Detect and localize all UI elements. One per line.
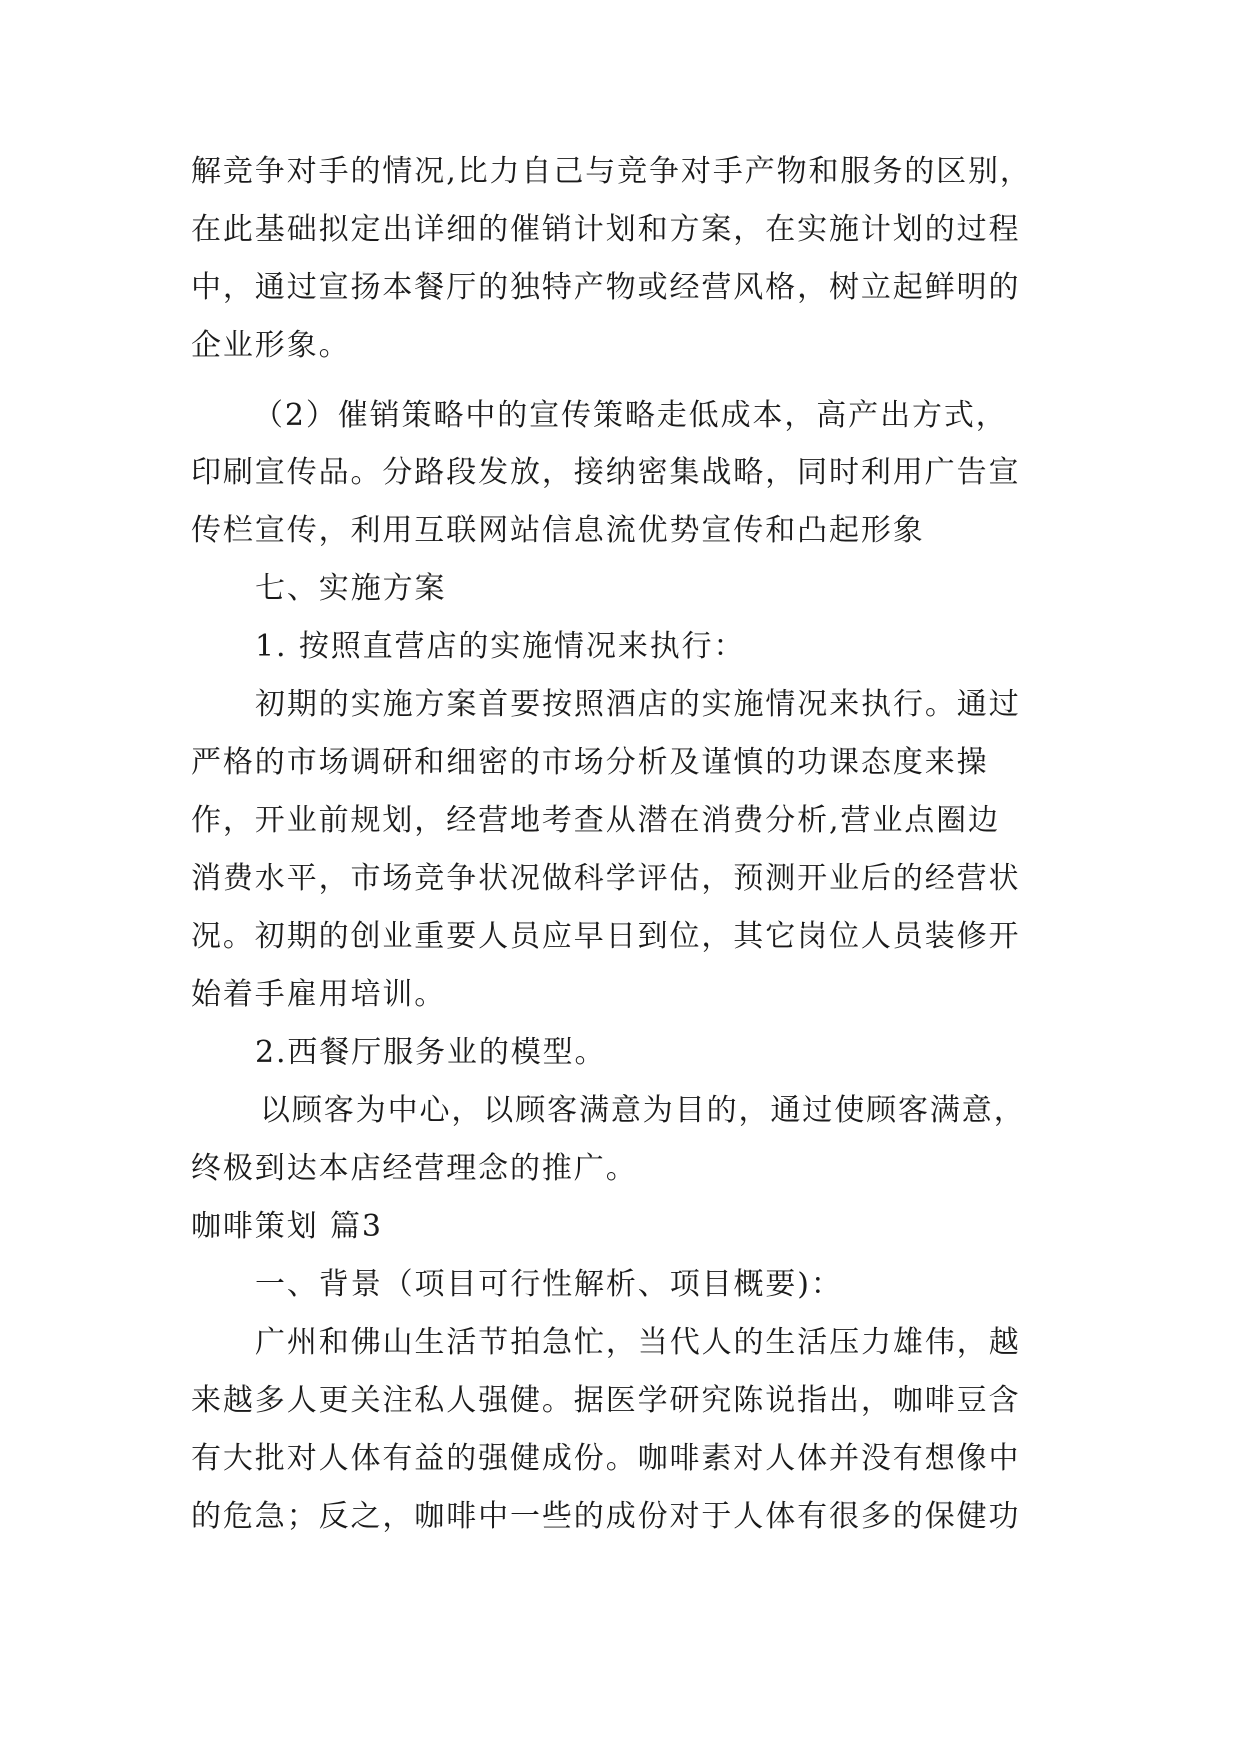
text-line: 初期的实施方案首要按照酒店的实施情况来执行。通过	[255, 687, 1021, 722]
text-line: 来越多人更关注私人强健。据医学研究陈说指出，咖啡豆含	[191, 1383, 1021, 1418]
text-line: 有大批对人体有益的强健成份。咖啡素对人体并没有想像中	[191, 1441, 1021, 1476]
article-title: 咖啡策划 篇3	[191, 1209, 383, 1244]
text-line: 广州和佛山生活节拍急忙，当代人的生活压力雄伟，越	[255, 1325, 1021, 1360]
text-line: 的危急；反之，咖啡中一些的成份对于人体有很多的保健功	[191, 1499, 1021, 1534]
section-heading: 一、背景（项目可行性解析、项目概要)：	[255, 1267, 843, 1302]
text-line: 况。初期的创业重要人员应早日到位，其它岗位人员装修开	[191, 919, 1021, 954]
text-line: （2）催销策略中的宣传策略走低成本，高产出方式，	[253, 398, 1008, 433]
section-heading: 七、实施方案	[255, 571, 447, 606]
text-line: 解竞争对手的情况,比力自己与竞争对手产物和服务的区别，	[191, 154, 1032, 189]
text-line: 严格的市场调研和细密的市场分析及谨慎的功课态度来操	[191, 745, 989, 780]
text-line: 终极到达本店经营理念的推广。	[191, 1151, 638, 1186]
text-line: 以顾客为中心，以顾客满意为目的，通过使顾客满意，	[260, 1093, 1026, 1128]
text-line: 始着手雇用培训。	[191, 977, 447, 1012]
text-line: 传栏宣传，利用互联网站信息流优势宣传和凸起形象	[191, 513, 925, 548]
text-line: 在此基础拟定出详细的催销计划和方案，在实施计划的过程	[191, 212, 1021, 247]
subsection-heading: 2.西餐厅服务业的模型。	[255, 1035, 607, 1070]
text-line: 作，开业前规划，经营地考查从潜在消费分析,营业点圈边	[191, 803, 1000, 838]
text-line: 印刷宣传品。分路段发放，接纳密集战略，同时利用广告宣	[191, 455, 1021, 490]
subsection-heading: 1. 按照直营店的实施情况来执行：	[255, 629, 746, 664]
text-line: 中，通过宣扬本餐厅的独特产物或经营风格，树立起鲜明的	[191, 270, 1021, 305]
text-line: 企业形象。	[191, 328, 351, 363]
text-line: 消费水平，市场竞争状况做科学评估，预测开业后的经营状	[191, 861, 1021, 896]
